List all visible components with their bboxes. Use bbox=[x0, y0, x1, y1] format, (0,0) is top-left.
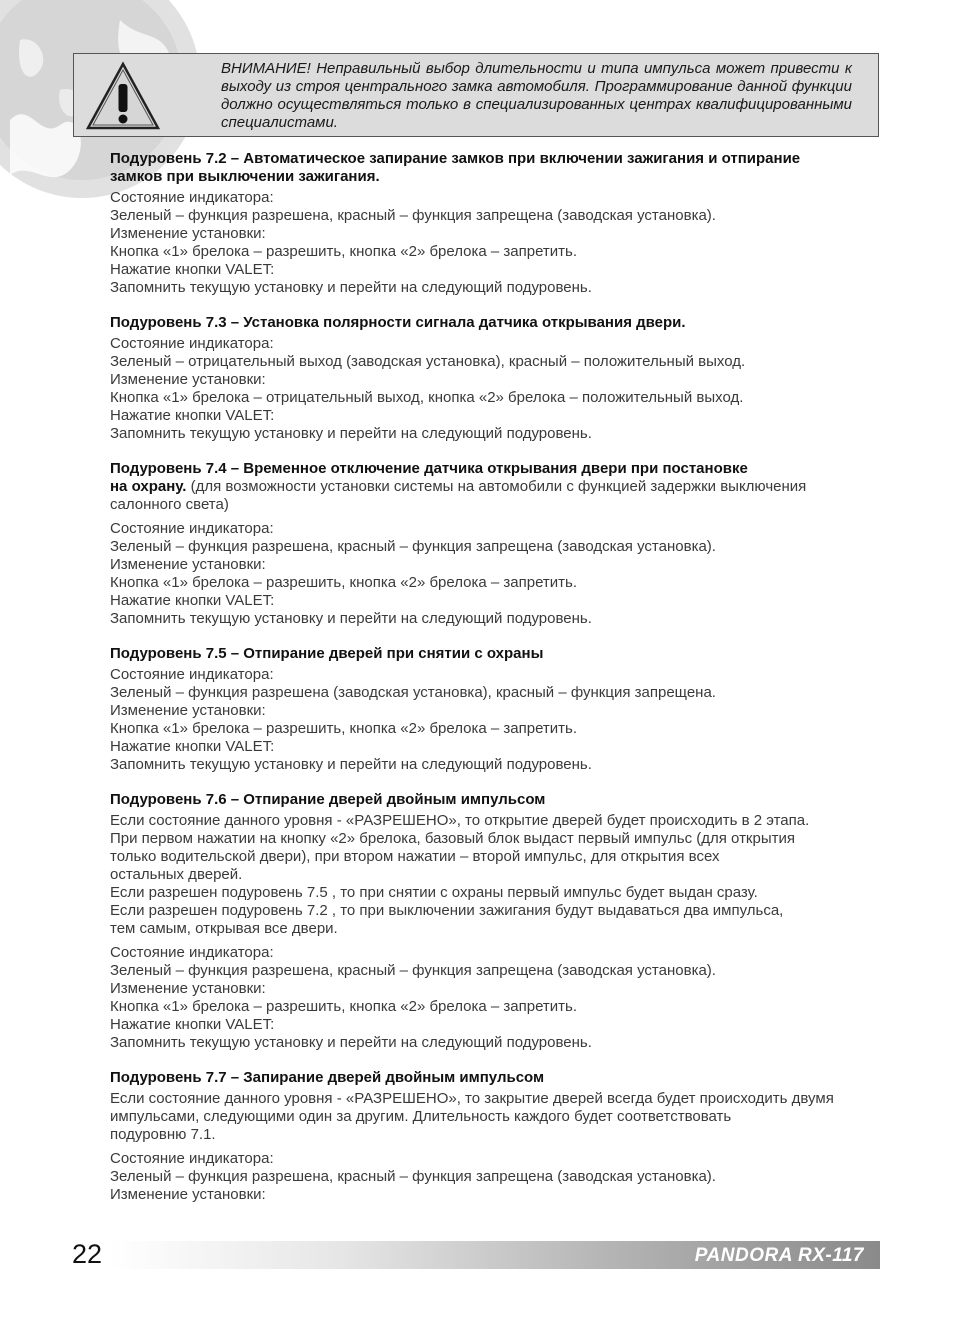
text-line: Зеленый – функция разрешена, красный – функция запрещена (заводская установка). bbox=[110, 962, 716, 979]
text-line: Запомнить текущую установку и перейти на следующий подуровень. bbox=[110, 756, 592, 773]
warning-line: привести к выходу из строя центрального замка автомобиля. Программирование bbox=[221, 60, 852, 95]
section-heading bbox=[110, 791, 880, 809]
warning-icon bbox=[84, 60, 162, 132]
page-number: 22 bbox=[72, 1239, 103, 1269]
text-line: Изменение установки: bbox=[110, 225, 266, 242]
section-lines bbox=[110, 189, 880, 297]
text-line: Если разрешен подуровень 7.5 , то при снятии с охраны первый импульс будет выдан сразу. bbox=[110, 884, 758, 901]
warning-box bbox=[73, 53, 879, 137]
text-line: Состояние индикатора: bbox=[110, 189, 274, 206]
text-line: Если состояние данного уровня - «РАЗРЕШЕНО», то закрытие дверей всегда будет происходить двумя bbox=[110, 1090, 834, 1107]
text-line: Изменение установки: bbox=[110, 556, 266, 573]
heading-line: Подуровень 7.7 – Запирание дверей двойным импульсом bbox=[110, 1069, 545, 1086]
section-7-7 bbox=[110, 1069, 880, 1204]
text-line: Запомнить текущую установку и перейти на следующий подуровень. bbox=[110, 1034, 592, 1051]
text-line: Состояние индикатора: bbox=[110, 944, 274, 961]
warning-line: квалифицированными специалистами. bbox=[221, 96, 852, 131]
text-line: Состояние индикатора: bbox=[110, 335, 274, 352]
text-line: Если состояние данного уровня - «РАЗРЕШЕНО», то открытие дверей будет происходить в 2 этапа. bbox=[110, 812, 810, 829]
section-lines bbox=[110, 335, 880, 443]
text-line: Запомнить текущую установку и перейти на следующий подуровень. bbox=[110, 279, 592, 296]
main-content bbox=[110, 150, 880, 1221]
section-lines bbox=[110, 944, 880, 1052]
text-line: При первом нажатии на кнопку «2» брелока, базовый блок выдаст первый импульс (для открытия bbox=[110, 830, 795, 847]
text-line: Состояние индикатора: bbox=[110, 1150, 274, 1167]
section-lines bbox=[110, 666, 880, 774]
text-line: остальных дверей. bbox=[110, 866, 243, 883]
section-heading bbox=[110, 150, 880, 186]
text-line: только водительской двери), при втором нажатии – второй импульс, для открытия всех bbox=[110, 848, 720, 865]
text-line: Нажатие кнопки VALET: bbox=[110, 1016, 275, 1033]
section-7-5 bbox=[110, 645, 880, 774]
text-line: Состояние индикатора: bbox=[110, 520, 274, 537]
text-line: Запомнить текущую установку и перейти на следующий подуровень. bbox=[110, 425, 592, 442]
text-line: Зеленый – функция разрешена, красный – функция запрещена (заводская установка). bbox=[110, 1168, 716, 1185]
text-line: Если разрешен подуровень 7.2 , то при выключении зажигания будут выдаваться два импульса, bbox=[110, 902, 784, 919]
text-line: Изменение установки: bbox=[110, 980, 266, 997]
heading-line: Подуровень 7.6 – Отпирание дверей двойным импульсом bbox=[110, 791, 546, 808]
text-line: Зеленый – функция разрешена, красный – функция запрещена (заводская установка). bbox=[110, 538, 716, 555]
heading-line: Подуровень 7.3 – Установка полярности сигнала датчика открывания двери. bbox=[110, 314, 686, 331]
warning-text bbox=[221, 60, 852, 132]
text-line: Нажатие кнопки VALET: bbox=[110, 738, 275, 755]
heading-line: Подуровень 7.5 – Отпирание дверей при снятии с охраны bbox=[110, 645, 544, 662]
text-line: Кнопка «1» брелока – разрешить, кнопка «2» брелока – запретить. bbox=[110, 720, 578, 737]
brand-label: PANDORA RX-117 bbox=[694, 1245, 864, 1266]
text-line: Кнопка «1» брелока – отрицательный выход, кнопка «2» брелока – положительный выход. bbox=[110, 389, 744, 406]
text-line: Зеленый – функция разрешена (заводская установка), красный – функция запрещена. bbox=[110, 684, 716, 701]
text-line: Нажатие кнопки VALET: bbox=[110, 261, 275, 278]
section-heading bbox=[110, 460, 880, 514]
heading-note: салонного света) bbox=[110, 496, 229, 513]
warning-line: ВНИМАНИЕ! Неправильный выбор длительности и типа импульса может bbox=[221, 60, 766, 77]
section-heading bbox=[110, 314, 880, 332]
section-7-4 bbox=[110, 460, 880, 628]
heading-line: Подуровень 7.2 – Автоматическое запирание замков при включении зажигания и отпирание bbox=[110, 150, 801, 167]
page-footer bbox=[0, 1238, 954, 1272]
section-description bbox=[110, 812, 880, 938]
text-line: Изменение установки: bbox=[110, 371, 266, 388]
text-line: Запомнить текущую установку и перейти на следующий подуровень. bbox=[110, 610, 592, 627]
text-line: Зеленый – функция разрешена, красный – функция запрещена (заводская установка). bbox=[110, 207, 716, 224]
text-line: Кнопка «1» брелока – разрешить, кнопка «2» брелока – запретить. bbox=[110, 574, 578, 591]
text-line: подуровню 7.1. bbox=[110, 1126, 216, 1143]
text-line: Состояние индикатора: bbox=[110, 666, 274, 683]
footer-bar bbox=[110, 1241, 880, 1269]
text-line: Нажатие кнопки VALET: bbox=[110, 592, 275, 609]
text-line: Изменение установки: bbox=[110, 702, 266, 719]
warning-line: данной функции должно осуществляться только в специализированных центрах bbox=[221, 78, 852, 113]
section-lines bbox=[110, 520, 880, 628]
section-lines bbox=[110, 1150, 880, 1204]
text-line: Изменение установки: bbox=[110, 1186, 266, 1203]
section-7-6 bbox=[110, 791, 880, 1052]
section-7-3 bbox=[110, 314, 880, 443]
text-line: Нажатие кнопки VALET: bbox=[110, 407, 275, 424]
section-heading bbox=[110, 1069, 880, 1087]
text-line: Кнопка «1» брелока – разрешить, кнопка «2» брелока – запретить. bbox=[110, 243, 578, 260]
section-heading bbox=[110, 645, 880, 663]
heading-line: на охрану. bbox=[110, 478, 187, 495]
section-description bbox=[110, 1090, 880, 1144]
text-line: тем самым, открывая все двери. bbox=[110, 920, 338, 937]
section-7-2 bbox=[110, 150, 880, 297]
text-line: Зеленый – отрицательный выход (заводская установка), красный – положительный выход. bbox=[110, 353, 746, 370]
text-line: Кнопка «1» брелока – разрешить, кнопка «2» брелока – запретить. bbox=[110, 998, 578, 1015]
heading-note: (для возможности установки системы на автомобили с функцией задержки выключения bbox=[186, 478, 807, 495]
heading-line: Подуровень 7.4 – Временное отключение датчика открывания двери при постановке bbox=[110, 460, 748, 477]
heading-line: замков при выключении зажигания. bbox=[110, 168, 380, 185]
text-line: импульсами, следующими один за другим. Длительность каждого будет соответствовать bbox=[110, 1108, 732, 1125]
